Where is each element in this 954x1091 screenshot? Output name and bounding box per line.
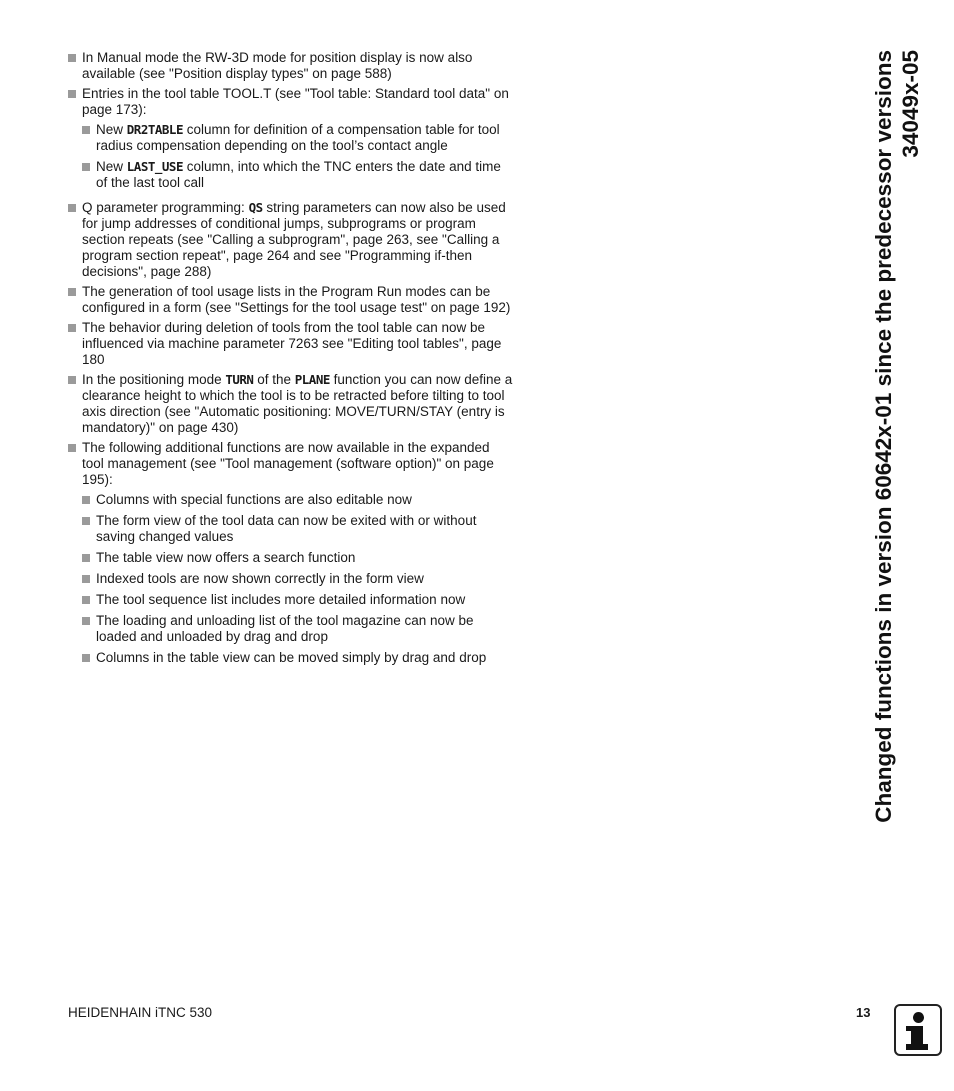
sub-list-item: New DR2TABLE column for definition of a compensation table for tool radius compensation depending on the tool’s contact angle — [82, 122, 514, 154]
list-item: The behavior during deletion of tools from the tool table can now be influenced via machine parameter 7263 see "Editing tool tables", page 180 — [68, 320, 514, 368]
sub-list — [82, 492, 514, 666]
sub-list-item: The tool sequence list includes more detailed information now — [82, 592, 514, 608]
square-bullet-icon — [68, 54, 76, 62]
code-keyword: QS — [248, 200, 263, 215]
footer-product-name: HEIDENHAIN iTNC 530 — [68, 1005, 213, 1020]
square-bullet-icon — [82, 596, 90, 604]
square-bullet-icon — [82, 575, 90, 583]
square-bullet-icon — [82, 554, 90, 562]
sub-list-item: Indexed tools are now shown correctly in the form view — [82, 571, 514, 587]
square-bullet-icon — [82, 126, 90, 134]
side-title-line-2: 34049x-05 — [898, 50, 923, 158]
sub-list-item: The form view of the tool data can now be exited with or without saving changed values — [82, 513, 514, 545]
info-icon — [894, 1004, 942, 1056]
side-title-line-1: Changed functions in version 60642x-01 since the predecessor versions — [871, 50, 896, 823]
square-bullet-icon — [82, 496, 90, 504]
code-keyword: PLANE — [294, 372, 330, 387]
list-item: The generation of tool usage lists in the Program Run modes can be configured in a form (see "Settings for the tool usage test" on page 192) — [68, 284, 514, 316]
chapter-side-title — [870, 50, 940, 916]
square-bullet-icon — [82, 517, 90, 525]
list-item: Entries in the tool table TOOL.T (see "Tool table: Standard tool data" on page 173): New DR2TABLE column for definition of a compensation table for tool radius compensation depending on the tool’s contact angle New LAST_USE column, into which the TNC enters the date and time of the last tool call — [68, 86, 514, 191]
code-keyword: DR2TABLE — [126, 122, 183, 137]
square-bullet-icon — [82, 163, 90, 171]
code-keyword: LAST_USE — [126, 159, 183, 174]
sub-list-item: New LAST_USE column, into which the TNC enters the date and time of the last tool call — [82, 159, 514, 191]
square-bullet-icon — [68, 444, 76, 452]
sub-list-item: Columns with special functions are also editable now — [82, 492, 514, 508]
page-number: 13 — [856, 1005, 871, 1020]
list-item: The following additional functions are now available in the expanded tool management (see "Tool management (software option)" on page 195): Columns with special functions are also editable now The form view of the tool data can now be exited with or without saving changed values The table view now offers a search function Indexed tools are now shown correctly in the form view The tool sequence list includes more detailed information now The loading and unloading list of the tool magazine can now be loaded and unloaded by drag and drop Columns in the table view can be moved simply by drag and drop — [68, 440, 514, 666]
square-bullet-icon — [82, 617, 90, 625]
square-bullet-icon — [68, 90, 76, 98]
square-bullet-icon — [82, 654, 90, 662]
square-bullet-icon — [68, 324, 76, 332]
sub-list-item: The table view now offers a search function — [82, 550, 514, 566]
list-item: In the positioning mode TURN of the PLANE function you can now define a clearance height to which the tool is to be retracted before tilting to tool axis direction (see "Automatic positioning: MOVE/TURN/STAY (entry is mandatory)" on page 430) — [68, 372, 514, 436]
list-item: In Manual mode the RW-3D mode for position display is now also available (see "Position display types" on page 588) — [68, 50, 514, 82]
square-bullet-icon — [68, 376, 76, 384]
main-content — [68, 50, 514, 675]
sub-list-item: Columns in the table view can be moved simply by drag and drop — [82, 650, 514, 666]
sub-list — [82, 122, 514, 191]
feature-list — [68, 50, 514, 666]
sub-list-item: The loading and unloading list of the tool magazine can now be loaded and unloaded by drag and drop — [82, 613, 514, 645]
list-item: Q parameter programming: QS string parameters can now also be used for jump addresses of conditional jumps, subprograms or program section repeats (see "Calling a subprogram", page 263, see "Calling a program section repeat", page 264 and see "Programming if-then decisions", page 288) — [68, 200, 514, 280]
code-keyword: TURN — [225, 372, 254, 387]
square-bullet-icon — [68, 204, 76, 212]
square-bullet-icon — [68, 288, 76, 296]
